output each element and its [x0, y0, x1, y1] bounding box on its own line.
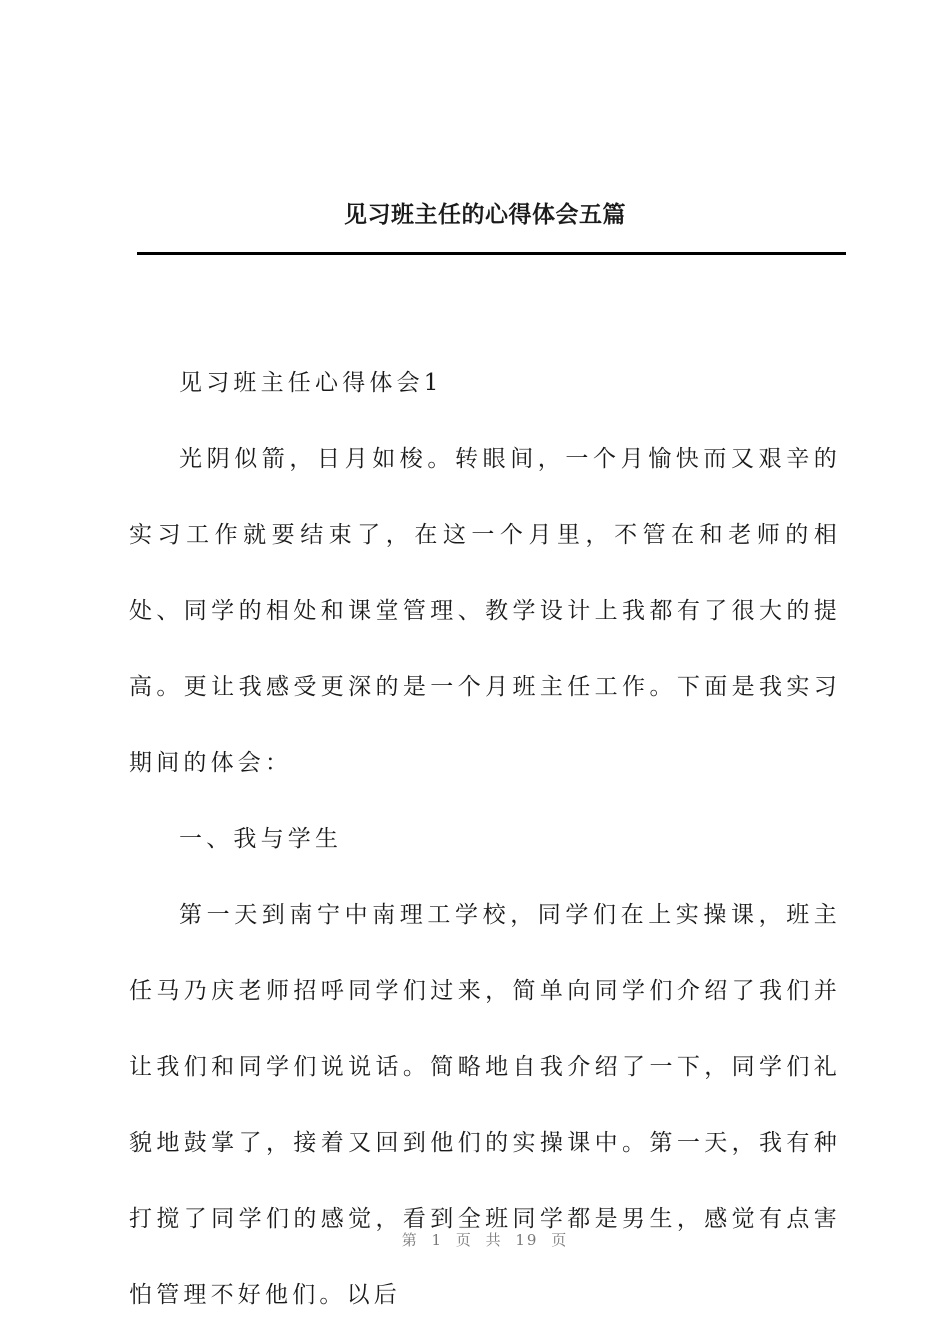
- page-number-footer: 第 1 页 共 19 页: [401, 1231, 569, 1249]
- document-title: 见习班主任的心得体会五篇: [344, 202, 626, 228]
- section-heading: 见习班主任心得体会1: [179, 370, 443, 396]
- subsection-heading: 一、我与学生: [179, 826, 343, 852]
- document-body: [129, 345, 841, 1333]
- body-paragraph: 光阴似箭，日月如梭。转眼间，一个月愉快而又艰辛的实习工作就要结束了，在这一个月里，不管在和老师的相处、同学的相处和课堂管理、教学设计上我都有了很大的提高。更让我感受更深的是一个月班主任工作。下面是我实习期间的体会：: [129, 446, 841, 776]
- body-paragraph: 第一天到南宁中南理工学校，同学们在上实操课，班主任马乃庆老师招呼同学们过来，简单向同学们介绍了我们并让我们和同学们说说话。简略地自我介绍了一下，同学们礼貌地鼓掌了，接着又回到他们的实操课中。第一天，我有种打搅了同学们的感觉，看到全班同学都是男生，感觉有点害怕管理不好他们。以后: [129, 902, 841, 1308]
- title-underline: [137, 252, 846, 255]
